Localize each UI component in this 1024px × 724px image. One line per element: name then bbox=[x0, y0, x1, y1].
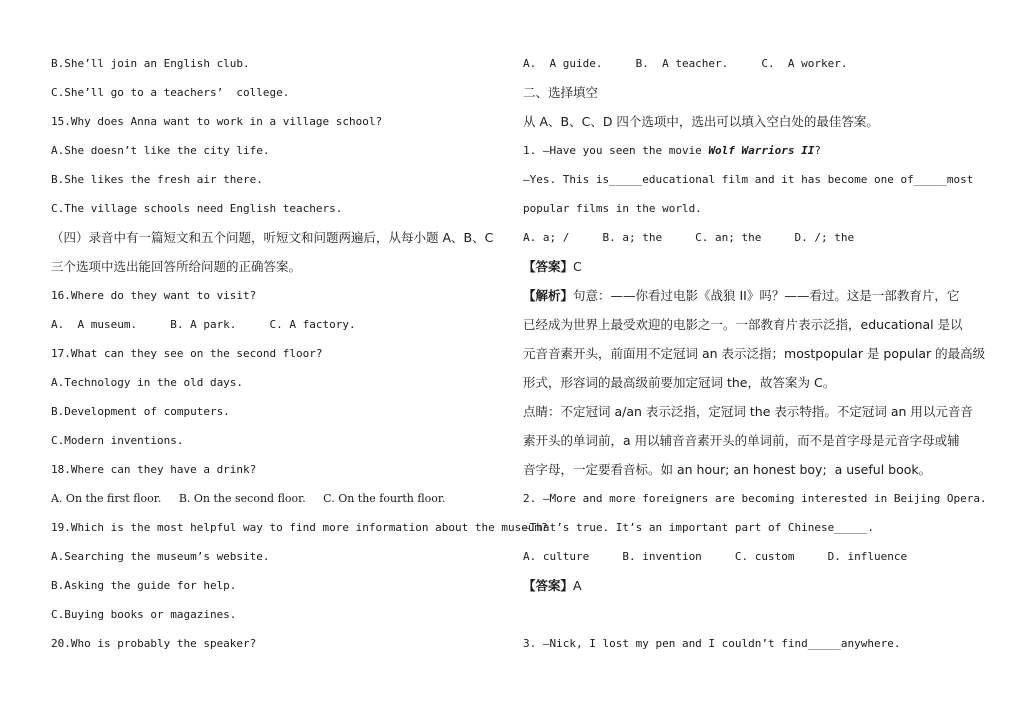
option-line: B.Asking the guide for help. bbox=[51, 579, 237, 592]
question-19: 19.Which is the most helpful way to find more information about the museum? bbox=[51, 521, 548, 534]
question-1-options: A. a; / B. a; the C. an; the D. /; the bbox=[523, 231, 855, 244]
option-line: C.The village schools need English teachers. bbox=[51, 202, 343, 215]
option-line: A.She doesn’t like the city life. bbox=[51, 144, 270, 157]
option-line: C.Buying books or magazines. bbox=[51, 608, 237, 621]
reply-text: —That’s true. It’s an important part of Chinese bbox=[523, 521, 835, 534]
question-2: 2. —More and more foreigners are becoming interested in Beijing Opera. bbox=[523, 492, 987, 505]
question-1-reply-cont: popular films in the world. bbox=[523, 202, 702, 215]
question-17: 17.What can they see on the second floor? bbox=[51, 347, 323, 360]
option-line: C.Modern inventions. bbox=[51, 434, 184, 447]
question-1-reply bbox=[523, 169, 978, 198]
section-instruction-cont: 三个选项中选出能回答所给问题的正确答案。 bbox=[51, 259, 302, 274]
section-instruction: 从 A、B、C、D 四个选项中，选出可以填入空白处的最佳答案。 bbox=[523, 114, 879, 129]
option-line: A. A museum. B. A park. C. A factory. bbox=[51, 318, 356, 331]
answer-label: 【答案】 bbox=[523, 578, 574, 593]
reply-text: —Yes. This is bbox=[523, 173, 610, 186]
answer-value: C bbox=[573, 259, 582, 274]
answer-value: A bbox=[573, 578, 582, 593]
question-15: 15.Why does Anna want to work in a village school? bbox=[51, 115, 383, 128]
question-mark: ? bbox=[814, 144, 822, 157]
answer-blank: _____ bbox=[834, 521, 868, 534]
question-1 bbox=[523, 140, 978, 169]
right-column bbox=[523, 53, 987, 662]
section-instruction: （四）录音中有一篇短文和五个问题，听短文和问题两遍后，从每小题 A、B、C bbox=[51, 230, 494, 245]
tip-line: 音字母，一定要看音标。如 an hour; an honest boy; a useful book。 bbox=[523, 462, 932, 477]
reply-text: . bbox=[867, 521, 875, 534]
reply-text: educational film and it has become one of bbox=[642, 173, 914, 186]
question-20: 20.Who is probably the speaker? bbox=[51, 637, 257, 650]
movie-title: Wolf Warriors II bbox=[708, 144, 815, 157]
answer-blank: _____ bbox=[807, 637, 841, 650]
answer-2 bbox=[523, 575, 978, 604]
question-18: 18.Where can they have a drink? bbox=[51, 463, 257, 476]
question-16: 16.Where do they want to visit? bbox=[51, 289, 257, 302]
option-line: C.She’ll go to a teachers’ college. bbox=[51, 86, 290, 99]
question-text: anywhere. bbox=[840, 637, 901, 650]
answer-blank: _____ bbox=[913, 173, 947, 186]
explanation-text: 句意：——你看过电影《战狼 II》吗？——看过。这是一部教育片，它 bbox=[573, 288, 960, 303]
blank-space bbox=[523, 604, 978, 633]
answer-blank: _____ bbox=[609, 173, 643, 186]
question-2-reply bbox=[523, 517, 978, 546]
option-line: A.Technology in the old days. bbox=[51, 376, 244, 389]
left-column bbox=[51, 53, 548, 662]
option-line: A.Searching the museum’s website. bbox=[51, 550, 270, 563]
option-line: A. A guide. B. A teacher. C. A worker. bbox=[523, 57, 848, 70]
explanation-line: 元音音素开头，前面用不定冠词 an 表示泛指；mostpopular 是 popular 的最高级 bbox=[523, 346, 986, 361]
option-line: B.She’ll join an English club. bbox=[51, 57, 250, 70]
answer-1 bbox=[523, 256, 978, 285]
question-3 bbox=[523, 633, 978, 662]
explanation-line: 形式，形容词的最高级前要加定冠词 the，故答案为 C。 bbox=[523, 375, 836, 390]
reply-text: most bbox=[946, 173, 974, 186]
answer-label: 【答案】 bbox=[523, 259, 574, 274]
tip-line: 点睛：不定冠词 a/an 表示泛指，定冠词 the 表示特指。不定冠词 an 用以元音音 bbox=[523, 404, 973, 419]
option-line: B.Development of computers. bbox=[51, 405, 230, 418]
option-line: A. On the first floor. B. On the second floor. C. On the fourth floor. bbox=[51, 492, 446, 505]
question-2-options: A. culture B. invention C. custom D. influence bbox=[523, 550, 908, 563]
explanation-line bbox=[523, 285, 978, 314]
section-heading: 二、选择填空 bbox=[523, 85, 599, 100]
tip-line: 素开头的单词前，a 用以辅音音素开头的单词前，而不是首字母是元音字母或辅 bbox=[523, 433, 960, 448]
question-text: 3. —Nick, I lost my pen and I couldn’t find bbox=[523, 637, 808, 650]
explanation-label: 【解析】 bbox=[523, 288, 574, 303]
option-line: B.She likes the fresh air there. bbox=[51, 173, 263, 186]
question-text: 1. —Have you seen the movie bbox=[523, 144, 709, 157]
explanation-line: 已经成为世界上最受欢迎的电影之一。一部教育片表示泛指，educational 是以 bbox=[523, 317, 963, 332]
